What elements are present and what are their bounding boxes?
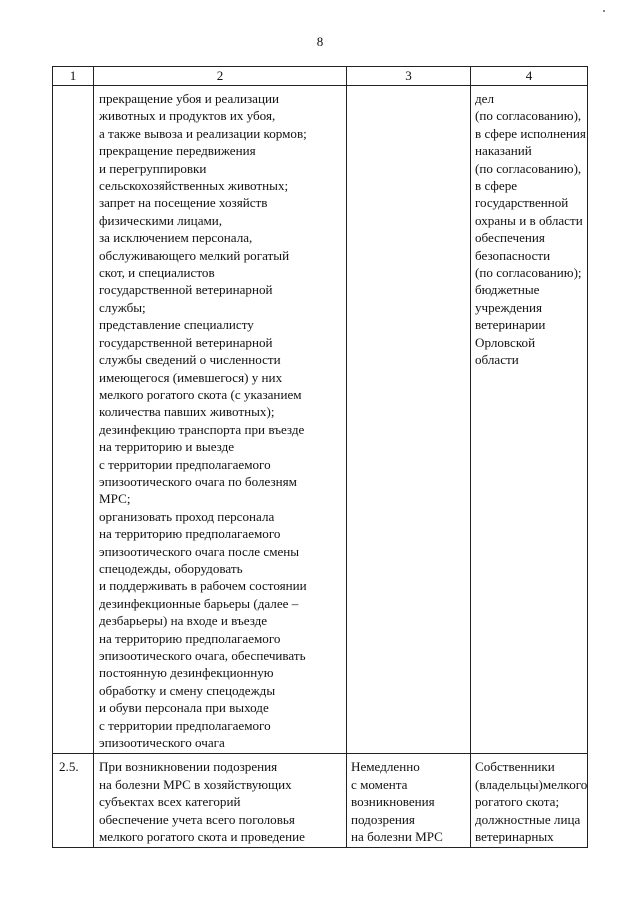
text-line: государственной ветеринарной xyxy=(99,282,273,298)
text-line: эпизоотического очага после смены xyxy=(99,543,300,559)
header-cell-1: 1 xyxy=(53,67,94,86)
text-line: на территорию и выезде xyxy=(99,439,235,455)
text-line: наказаний xyxy=(475,143,532,159)
text-line: Немедленно xyxy=(351,759,420,775)
measure-text-cell xyxy=(94,86,347,754)
deadline-cell xyxy=(347,86,471,754)
text-line: государственной xyxy=(475,195,569,211)
text-line: возникновения xyxy=(351,794,435,810)
text-line: МРС; xyxy=(99,491,131,507)
text-line: на болезни МРС в хозяйствующих xyxy=(99,776,292,792)
text-line: ветеринарных xyxy=(475,829,554,845)
text-line: прекращение передвижения xyxy=(99,143,256,159)
text-line: Собственники xyxy=(475,759,555,775)
header-cell-2: 2 xyxy=(94,67,347,86)
text-line: физическими лицами, xyxy=(99,212,223,228)
text-line: скот, и специалистов xyxy=(99,265,215,281)
text-line: эпизоотического очага xyxy=(99,735,225,751)
text-line: и перегруппировки xyxy=(99,160,207,176)
text-line: рогатого скота; xyxy=(475,794,560,810)
text-line: за исключением персонала, xyxy=(99,230,253,246)
text-line: (по согласованию), xyxy=(475,160,582,176)
measures-table xyxy=(52,66,588,848)
text-line: охраны и в области xyxy=(475,212,583,228)
text-line: количества павших животных); xyxy=(99,404,275,420)
text-line: (по согласованию), xyxy=(475,108,582,124)
text-line: с территории предполагаемого xyxy=(99,717,271,733)
text-line: учреждения xyxy=(475,299,543,315)
text-line: При возникновении подозрения xyxy=(99,759,278,775)
text-line: обработку и смену спецодежды xyxy=(99,682,276,698)
header-cell-4: 4 xyxy=(471,67,588,86)
text-line: с момента xyxy=(351,776,408,792)
text-line: бюджетные xyxy=(475,282,540,298)
text-line: организовать проход персонала xyxy=(99,508,275,524)
text-line: на территорию предполагаемого xyxy=(99,526,281,542)
table-row-2-5 xyxy=(53,754,588,848)
text-line: эпизоотического очага, обеспечивать xyxy=(99,648,306,663)
row-number-cell: 2.5. xyxy=(53,754,94,848)
text-line: спецодежды, оборудовать xyxy=(99,560,243,576)
text-line: безопасности xyxy=(475,247,551,263)
text-line: обслуживающего мелкий рогатый xyxy=(99,247,290,263)
text-line: а также вывоза и реализации кормов; xyxy=(99,125,307,141)
table-row-continued xyxy=(53,86,588,754)
text-line: (по согласованию); xyxy=(475,265,582,281)
text-line: и поддерживать в рабочем состоянии xyxy=(99,578,307,594)
header-cell-3: 3 xyxy=(347,67,471,86)
text-line: обеспечения xyxy=(475,230,545,246)
text-line: дел xyxy=(475,91,495,106)
text-line: должностные лица xyxy=(475,811,581,827)
text-line: субъектах всех категорий xyxy=(99,794,241,810)
text-line: (владельцы)мелкого xyxy=(475,776,588,792)
text-line: имеющегося (имевшегося) у них xyxy=(99,369,283,385)
text-line: на болезни МРС xyxy=(351,829,443,845)
responsible-cell xyxy=(471,754,588,848)
row-number-cell xyxy=(53,86,94,754)
text-line: представление специалисту xyxy=(99,317,254,333)
text-line: службы; xyxy=(99,299,146,315)
measure-text-cell xyxy=(94,754,347,848)
deadline-cell xyxy=(347,754,471,848)
text-line: в сфере xyxy=(475,178,518,194)
responsible-cell xyxy=(471,86,588,754)
text-line: сельскохозяйственных животных; xyxy=(99,178,289,194)
page-number: 8 xyxy=(316,34,324,49)
text-line: государственной ветеринарной xyxy=(99,334,273,350)
text-line: запрет на посещение хозяйств xyxy=(99,195,268,211)
text-line: дезинфекцию транспорта при въезде xyxy=(99,421,305,437)
text-line: дезбарьеры) на входе и въезде xyxy=(99,613,268,629)
text-line: области xyxy=(475,352,519,368)
text-line: Орловской xyxy=(475,334,536,350)
text-line: службы сведений о численности xyxy=(99,352,281,368)
text-line: мелкого рогатого скота (с указанием xyxy=(99,386,302,402)
table-header-row xyxy=(53,67,588,86)
text-line: и обуви персонала при выходе xyxy=(99,700,269,716)
text-line: ветеринарии xyxy=(475,317,546,333)
text-line: животных и продуктов их убоя, xyxy=(99,108,276,124)
text-line: подозрения xyxy=(351,811,415,827)
text-line: дезинфекционные барьеры (далее – xyxy=(99,595,299,611)
text-line: прекращение убоя и реализации xyxy=(99,91,279,106)
text-line: с территории предполагаемого xyxy=(99,456,271,472)
text-line: обеспечение учета всего поголовья xyxy=(99,811,295,827)
text-line: мелкого рогатого скота и проведение xyxy=(99,829,305,845)
text-line: постоянную дезинфекционную xyxy=(99,665,274,681)
scan-speck xyxy=(603,10,605,12)
text-line: на территорию предполагаемого xyxy=(99,630,281,646)
text-line: в сфере исполнения xyxy=(475,125,586,141)
text-line: эпизоотического очага по болезням xyxy=(99,473,297,489)
